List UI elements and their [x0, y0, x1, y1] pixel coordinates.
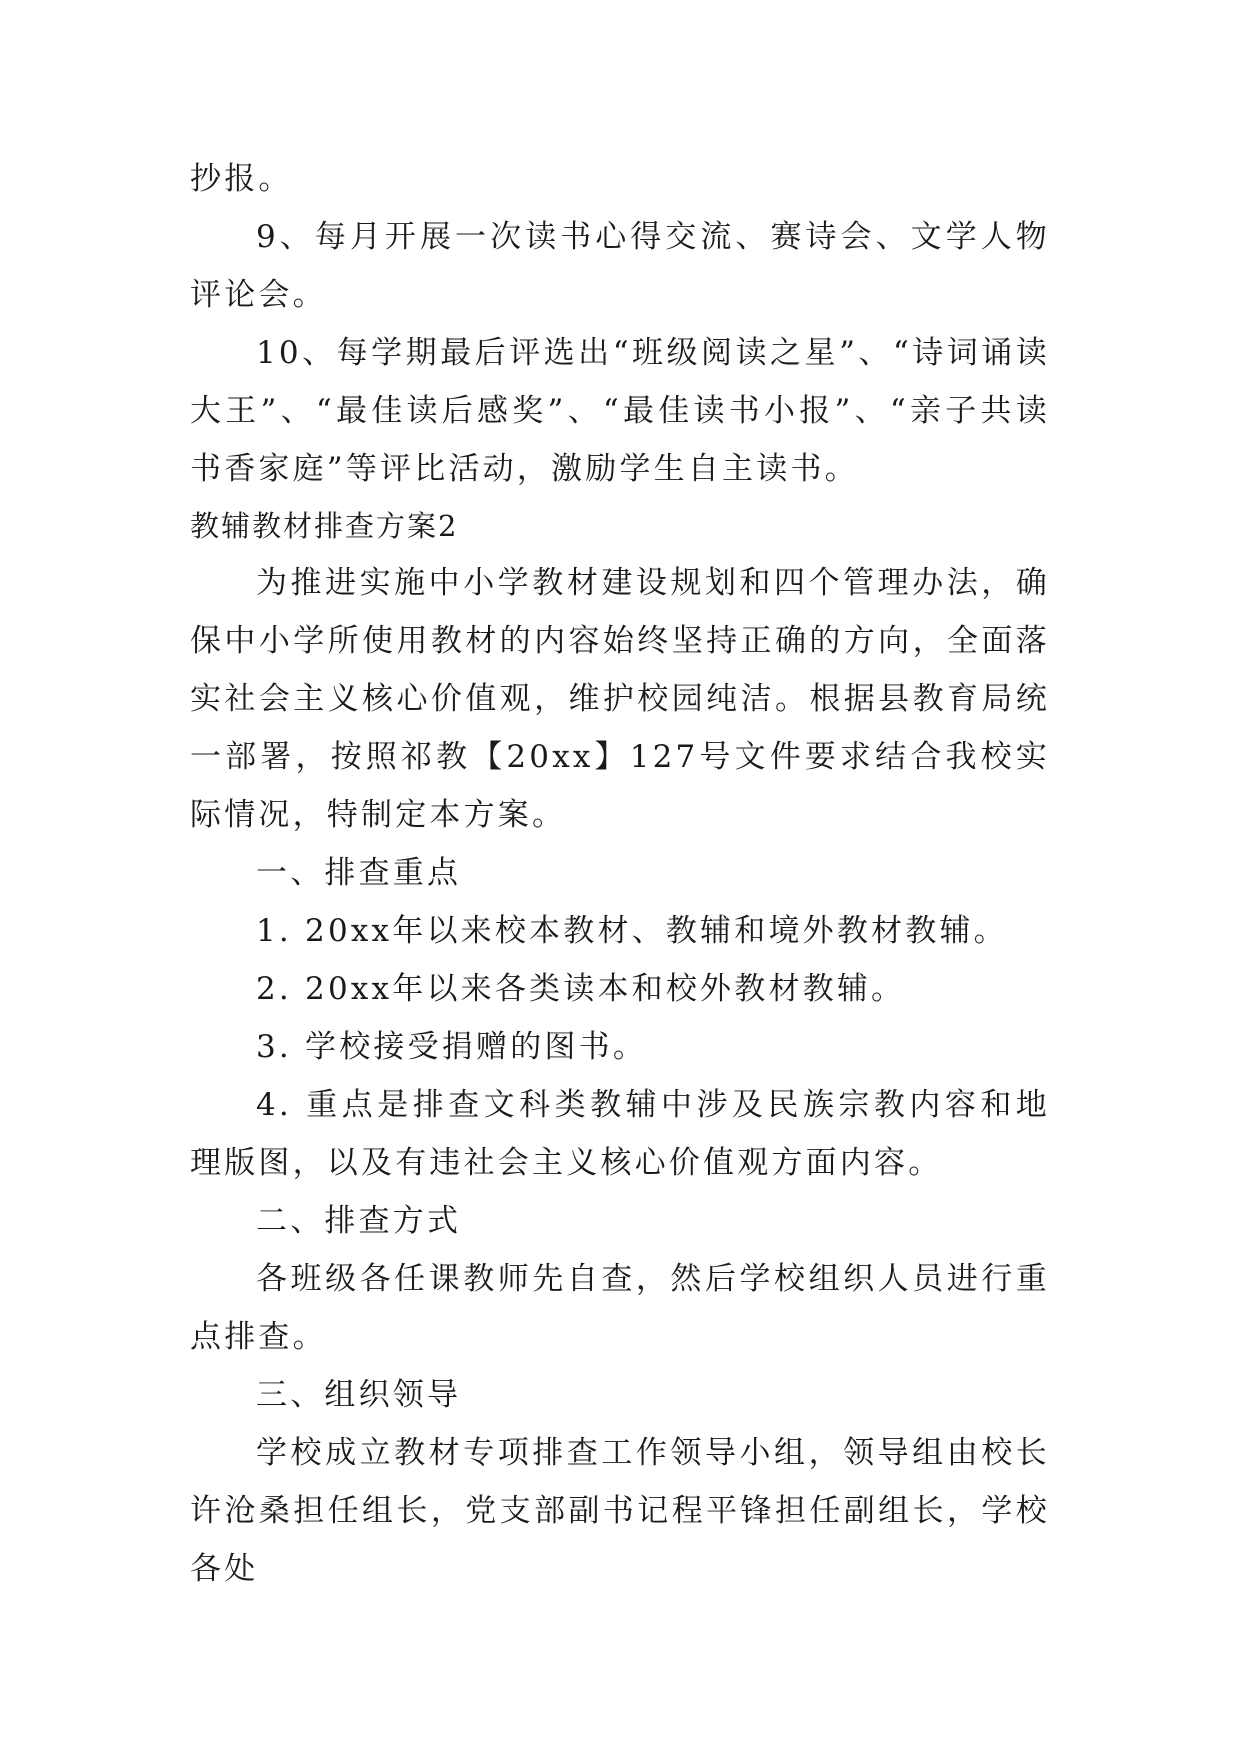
paragraph-method: 各班级各任课教师先自查，然后学校组织人员进行重点排查。	[190, 1261, 1050, 1355]
subheading-method: 二、排查方式	[256, 1203, 462, 1239]
paragraph-intro: 为推进实施中小学教材建设规划和四个管理办法，确保中小学所使用教材的内容始终坚持正确的方向，全面落实社会主义核心价值观，维护校园纯洁。根据县教育局统一部署，按照祁教【20xx】127号文件要求结合我校实际情况，特制定本方案。	[190, 565, 1050, 833]
paragraph-leadership: 学校成立教材专项排查工作领导小组，领导组由校长许沧桑担任组长，党支部副书记程平锋担任副组长，学校各处	[190, 1435, 1050, 1587]
paragraph-continuation: 抄报。	[190, 161, 293, 197]
subheading-focus: 一、排查重点	[256, 855, 462, 891]
paragraph-item-9: 9、每月开展一次读书心得交流、赛诗会、文学人物评论会。	[190, 219, 1050, 313]
subheading-leadership: 三、组织领导	[256, 1377, 462, 1413]
section-title: 教辅教材排查方案2	[190, 509, 459, 543]
document-body	[190, 150, 1050, 1598]
list-item-1: 1. 20xx年以来校本教材、教辅和境外教材教辅。	[256, 913, 1008, 949]
paragraph-item-10: 10、每学期最后评选出“班级阅读之星”、“诗词诵读大王”、“最佳读后感奖”、“最佳读书小报”、“亲子共读书香家庭”等评比活动，激励学生自主读书。	[190, 335, 1050, 487]
list-item-3: 3. 学校接受捐赠的图书。	[256, 1029, 648, 1065]
list-item-2: 2. 20xx年以来各类读本和校外教材教辅。	[256, 971, 906, 1007]
list-item-4: 4. 重点是排查文科类教辅中涉及民族宗教内容和地理版图，以及有违社会主义核心价值观方面内容。	[190, 1087, 1050, 1181]
